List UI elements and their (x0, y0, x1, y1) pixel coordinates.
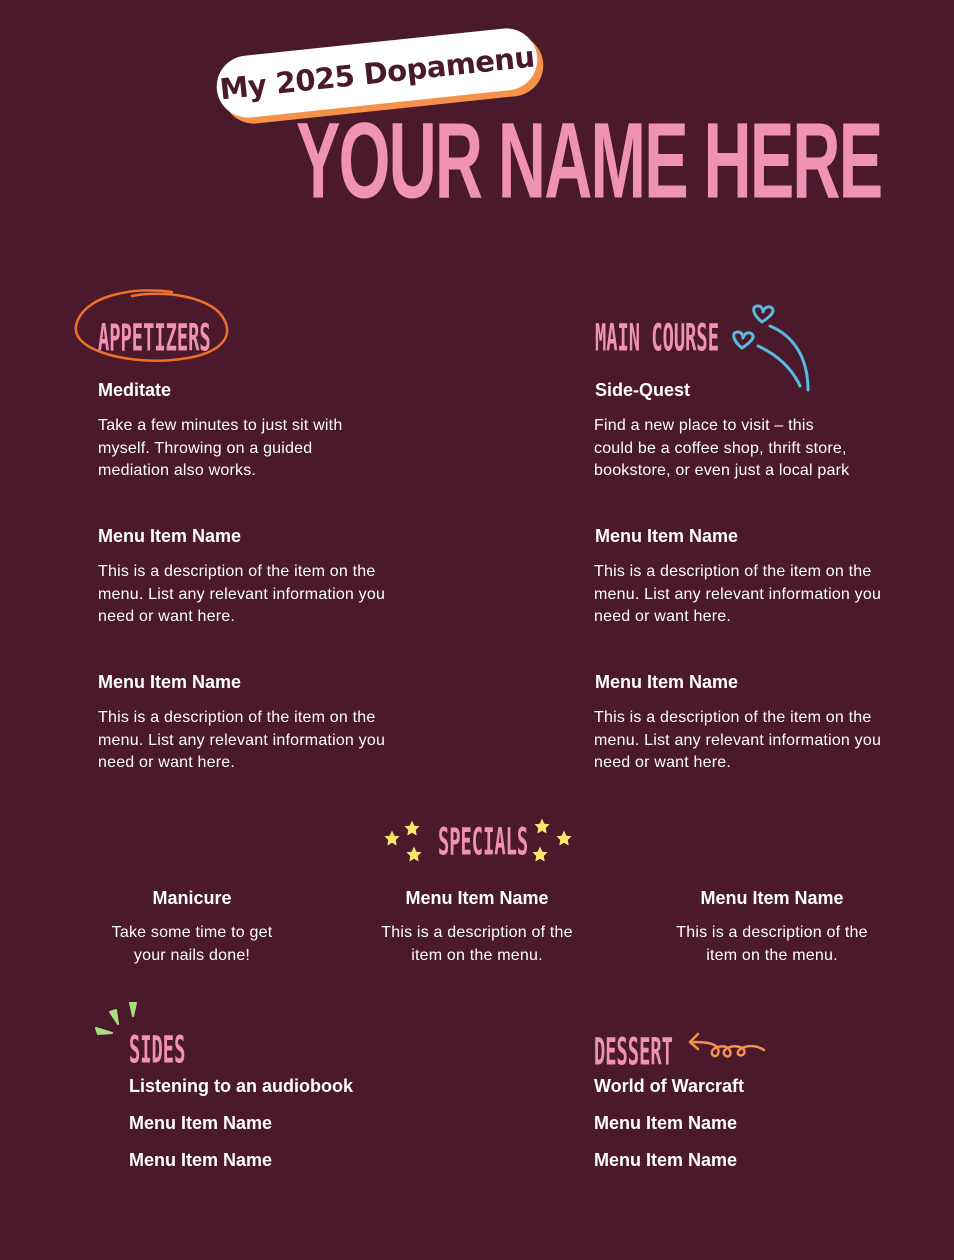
item-description: This is a description of the item on the menu. (381, 924, 573, 964)
appetizer-item (98, 525, 398, 629)
item-description: This is a description of the item on the menu. List any relevant information you need or want here. (98, 709, 386, 771)
special-item (670, 887, 874, 967)
item-name: Manicure (152, 888, 232, 908)
item-description: This is a description of the item on the menu. List any relevant information you need or want here. (594, 563, 882, 625)
special-item (375, 887, 579, 967)
item-description: This is a description of the item on the menu. (676, 924, 868, 964)
item-name: Menu Item Name (98, 526, 242, 546)
side-item: Menu Item Name (129, 1113, 273, 1133)
main-course-heading: MAIN COURSE (595, 317, 719, 361)
item-name: Side-Quest (595, 380, 691, 400)
special-item (94, 887, 290, 967)
stars-left-icon (382, 818, 428, 866)
sides-heading: SIDES (129, 1029, 186, 1073)
item-name: Meditate (98, 380, 172, 400)
side-item: Listening to an audiobook (129, 1076, 353, 1096)
page-title: YOUR NAME HERE (296, 100, 882, 221)
dessert-item: Menu Item Name (594, 1150, 738, 1170)
appetizers-heading: APPETIZERS (98, 317, 211, 361)
item-description: Take a few minutes to just sit with myself. Throwing on a guided mediation also works. (98, 417, 343, 479)
item-description: This is a description of the item on the menu. List any relevant information you need or want here. (98, 563, 386, 625)
main-course-item (595, 379, 895, 483)
dessert-item: World of Warcraft (594, 1076, 745, 1096)
item-name: Menu Item Name (700, 888, 844, 908)
appetizer-item (98, 671, 398, 775)
curly-arrow-icon (686, 1032, 768, 1062)
main-course-item (595, 525, 895, 629)
item-name: Menu Item Name (595, 526, 739, 546)
item-description: Find a new place to visit – this could be a coffee shop, thrift store, bookstore, or even just a local park (594, 417, 850, 479)
specials-heading: SPECIALS (438, 821, 529, 865)
menu-subtitle: My 2025 Dopamenu (217, 39, 536, 107)
item-name: Menu Item Name (98, 672, 242, 692)
item-description: Take some time to get your nails done! (111, 924, 273, 964)
item-name: Menu Item Name (595, 672, 739, 692)
main-course-item (595, 671, 895, 775)
item-description: This is a description of the item on the menu. List any relevant information you need or want here. (594, 709, 882, 771)
dessert-item: Menu Item Name (594, 1113, 738, 1133)
stars-right-icon (528, 816, 574, 866)
item-name: Menu Item Name (405, 888, 549, 908)
side-item: Menu Item Name (129, 1150, 273, 1170)
appetizer-item (98, 379, 398, 483)
dessert-heading: DESSERT (594, 1031, 673, 1075)
